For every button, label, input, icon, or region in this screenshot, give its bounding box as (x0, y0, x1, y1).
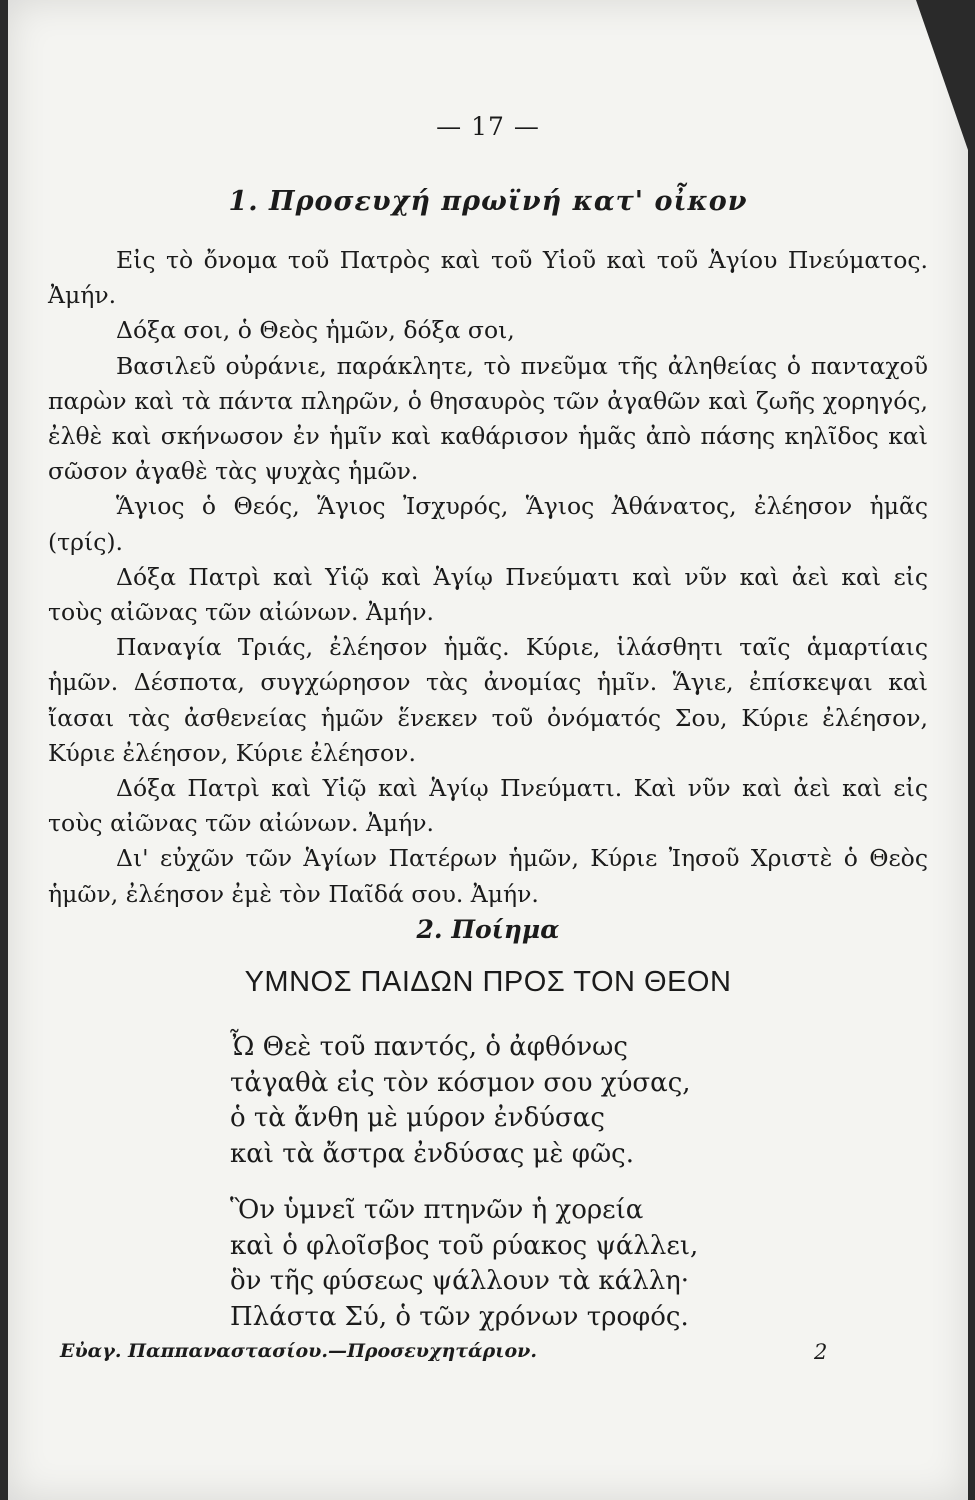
poem-line: τἀγαθὰ εἰς τὸν κόσμον σου χύσας, (230, 1067, 691, 1098)
poem-line: Ὦ Θεὲ τοῦ παντός, ὁ ἀφθόνως (230, 1032, 628, 1062)
poem-line: Πλάστα Σύ, ὁ τῶν χρόνων τροφός. (230, 1301, 689, 1332)
prayer-paragraph: Βασιλεῦ οὐράνιε, παράκλητε, τὸ πνεῦμα τῆς ἀληθείας ὁ πανταχοῦ παρὼν καὶ τὰ πάντα πληρῶν, ὁ θησαυρὸς τῶν ἀγαθῶν καὶ ζωῆς χορηγός, ἐλθὲ καὶ σκήνωσον ἐν ἡμῖν καὶ καθάρισον ἡμᾶς ἀπὸ πάσης κηλῖδος καὶ σῶσον ἀγαθὲ τὰς ψυχὰς ἡμῶν. (48, 351, 928, 486)
poem-line: ὃν τῆς φύσεως ψάλλουν τὰ κάλλη· (230, 1266, 690, 1296)
poem-line: Ὃν ὑμνεῖ τῶν πτηνῶν ἡ χορεία (230, 1195, 644, 1225)
poem-line: καὶ ὁ φλοῖσβος τοῦ ρύακος ψάλλει, (230, 1230, 699, 1261)
book-page (8, 0, 968, 1500)
page-number: — 17 — (436, 112, 540, 141)
poem-stanza-2 (230, 1193, 698, 1335)
section-1-title: 1. Προσευχή πρωϊνή κατ' οἶκον (228, 186, 748, 217)
poem-title: ΥΜΝΟΣ ΠΑΙΔΩΝ ΠΡΟΣ ΤΟΝ ΘΕΟΝ (244, 966, 732, 998)
prayer-paragraph: Δι' εὐχῶν τῶν Ἁγίων Πατέρων ἡμῶν, Κύριε Ἰησοῦ Χριστὲ ὁ Θεὸς ἡμῶν, ἐλέησον ἐμὲ τὸν Παῖδά σου. Ἀμήν. (48, 844, 928, 908)
prayer-text (48, 243, 928, 912)
poem-line: ὁ τὰ ἄνθη μὲ μύρον ἐνδύσας (230, 1103, 605, 1133)
prayer-paragraph: Δόξα Πατρὶ καὶ Υἱῷ καὶ Ἁγίῳ Πνεύματι. Καὶ νῦν καὶ ἀεὶ καὶ εἰς τοὺς αἰῶνας τῶν αἰώνων. Ἀμήν. (48, 774, 928, 838)
section-2-title: 2. Ποίημα (416, 915, 560, 944)
prayer-paragraph: Παναγία Τριάς, ἐλέησον ἡμᾶς. Κύριε, ἱλάσθητι ταῖς ἁμαρτίαις ἡμῶν. Δέσποτα, συγχώρησον τὰς ἀνομίας ἡμῖν. Ἅγιε, ἐπίσκεψαι καὶ ἴασαι τὰς ἀσθενείας ἡμῶν ἕνεκεν τοῦ ὀνόματός Σου, Κύριε ἐλέησον, Κύριε ἐλέησον, Κύριε ἐλέησον. (48, 633, 928, 767)
prayer-paragraph: Εἰς τὸ ὄνομα τοῦ Πατρὸς καὶ τοῦ Υἱοῦ καὶ τοῦ Ἁγίου Πνεύματος. Ἀμήν. (48, 246, 928, 310)
poem-line: καὶ τὰ ἄστρα ἐνδύσας μὲ φῶς. (230, 1138, 634, 1169)
prayer-paragraph: Δόξα Πατρὶ καὶ Υἱῷ καὶ Ἁγίῳ Πνεύματι καὶ νῦν καὶ ἀεὶ καὶ εἰς τοὺς αἰῶνας τῶν αἰώνων. Ἀμήν. (48, 562, 928, 627)
footer-book-title: Εὐαγ. Παππαναστασίου.—Προσευχητάριον. (60, 1340, 537, 1362)
prayer-paragraph: Ἅγιος ὁ Θεός, Ἅγιος Ἰσχυρός, Ἅγιος Ἀθάνατος, ἐλέησον ἡμᾶς (τρίς). (48, 492, 928, 556)
poem-stanza-1 (230, 1030, 691, 1172)
footer-signature-mark: 2 (814, 1340, 828, 1364)
prayer-paragraph: Δόξα σοι, ὁ Θεὸς ἡμῶν, δόξα σοι, (116, 316, 515, 345)
